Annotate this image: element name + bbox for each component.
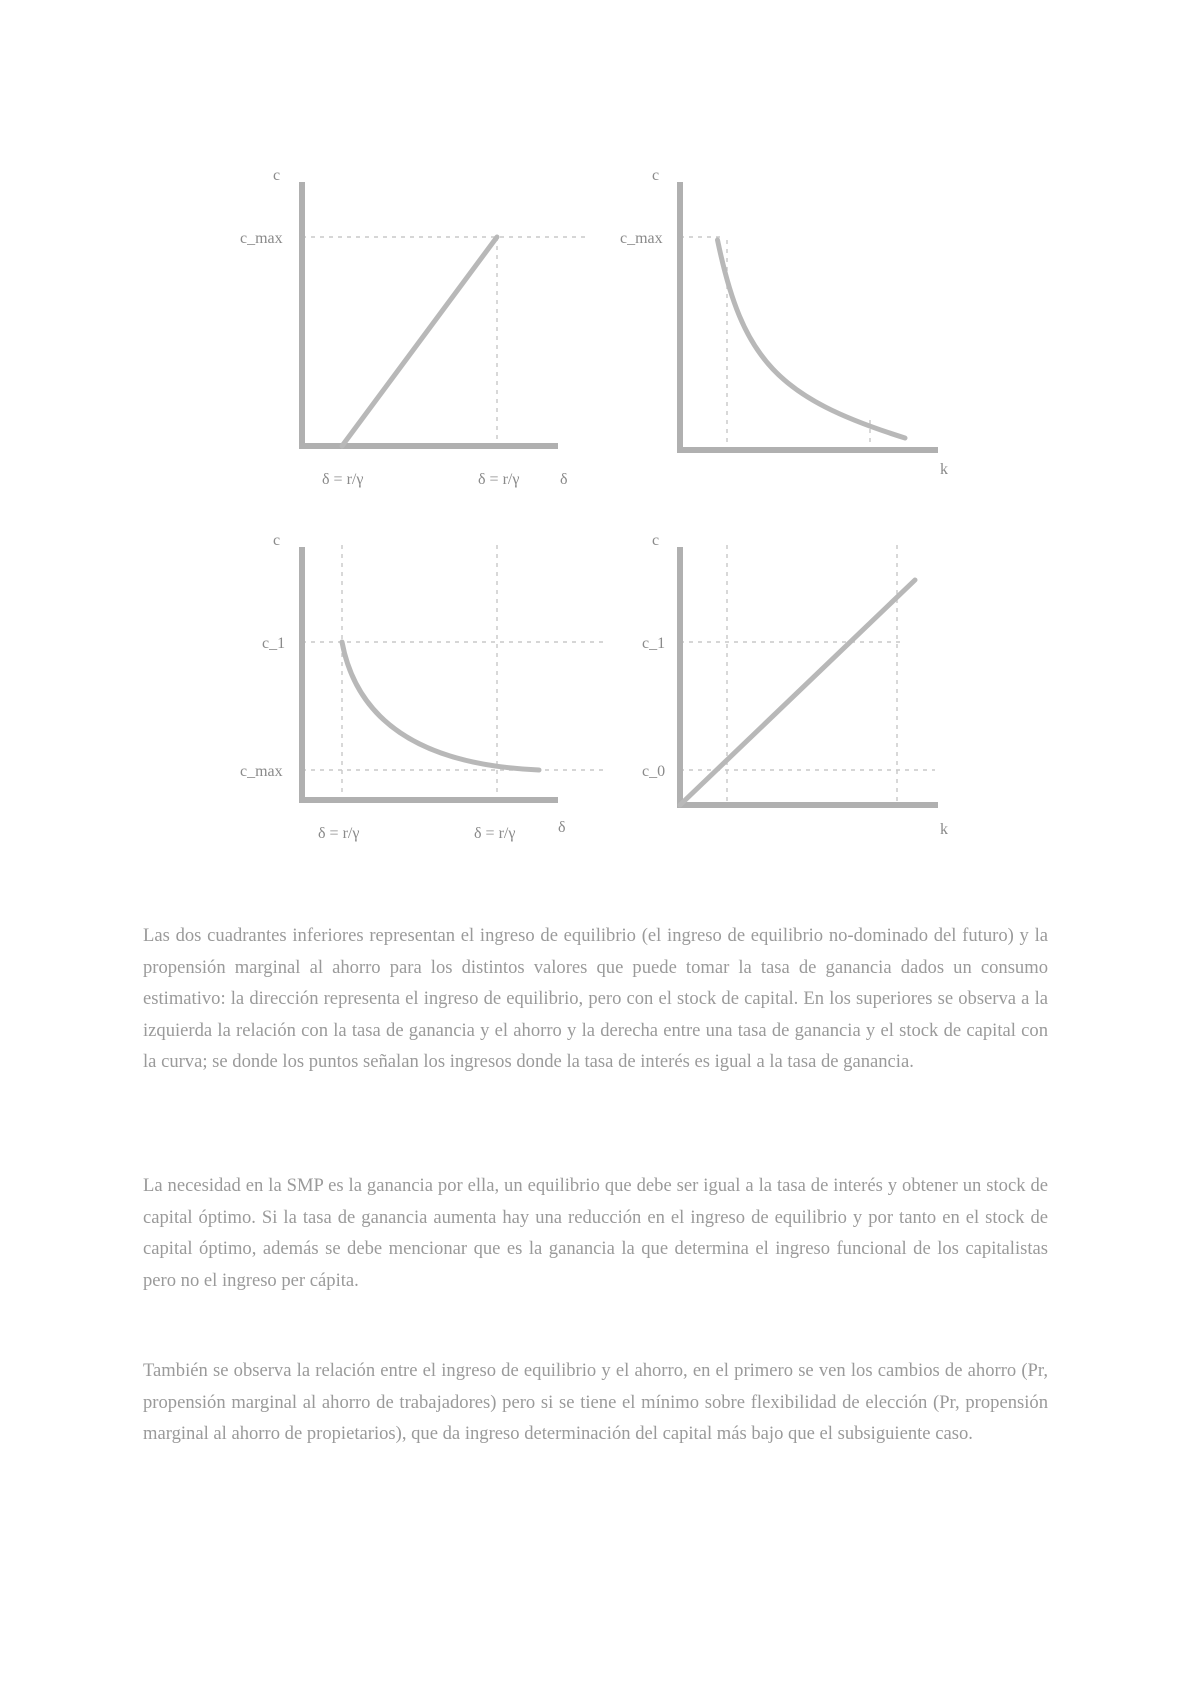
y-reference-label: c_max (240, 230, 283, 247)
panel-top-left (240, 167, 585, 488)
x-axis-label: δ (558, 819, 566, 836)
y-axis-label: c (652, 167, 660, 184)
series-curve (718, 240, 906, 438)
axes (680, 185, 935, 450)
paragraph-2: La necesidad en la SMP es la ganancia por ella, un equilibrio que debe ser igual a la tasa de interés y obtener un stock de capital óptimo. Si la tasa de ganancia aumenta hay una reducción en el ingreso de equilibrio y por tanto en el stock de capital óptimo, además se debe mencionar que es la ganancia la que determina el ingreso funcional de los capitalistas pero no el ingreso per cápita. (143, 1175, 1048, 1291)
panel-top-right (620, 167, 948, 478)
y-reference-label: c_0 (642, 763, 666, 780)
y-reference-label: c_1 (262, 635, 286, 652)
paragraph-3: También se observa la relación entre el ingreso de equilibrio y el ahorro, en el primero se ven los cambios de ahorro (Pr, propensión marginal al ahorro de trabajadores) pero si se tiene el mínimo sobre flexibilidad de elección (Pr, propensión marginal al ahorro de propietarios), que da ingreso determinación del capital más bajo que el subsiguiente caso. (143, 1360, 1048, 1444)
x-tick-label: δ = r/γ (318, 825, 360, 842)
x-axis-label: k (940, 461, 948, 478)
y-reference-label: c_max (620, 230, 663, 247)
panel-bottom-left (240, 532, 605, 842)
y-reference-label: c_max (240, 763, 283, 780)
y-axis-label: c (652, 532, 660, 549)
x-axis-label: k (940, 821, 948, 838)
panel-bottom-right (642, 532, 948, 838)
x-tick-label: δ = r/γ (322, 471, 364, 488)
series-line (680, 580, 915, 805)
y-axis-label: c (273, 532, 281, 549)
paragraph-1: Las dos cuadrantes inferiores representan el ingreso de equilibrio (el ingreso de equilibrio no-dominado del futuro) y la propensión marginal al ahorro para los distintos valores que puede tomar la tasa de ganancia dados un consumo estimativo: la dirección representa el ingreso de equilibrio, pero con el stock de capital. En los superiores se observa a la izquierda la relación con la tasa de ganancia y el ahorro y la derecha entre una tasa de ganancia y el stock de capital con la curva; se donde los puntos señalan los ingresos donde la tasa de interés es igual a la tasa de ganancia. (143, 925, 1048, 1072)
axes (302, 185, 555, 446)
y-axis-label: c (273, 167, 281, 184)
x-axis-label: δ (560, 471, 568, 488)
series-line (342, 237, 497, 446)
y-reference-label: c_1 (642, 635, 666, 652)
x-tick-label: δ = r/γ (478, 471, 520, 488)
series-curve (342, 642, 539, 770)
x-tick-label: δ = r/γ (474, 825, 516, 842)
axes (302, 550, 555, 800)
